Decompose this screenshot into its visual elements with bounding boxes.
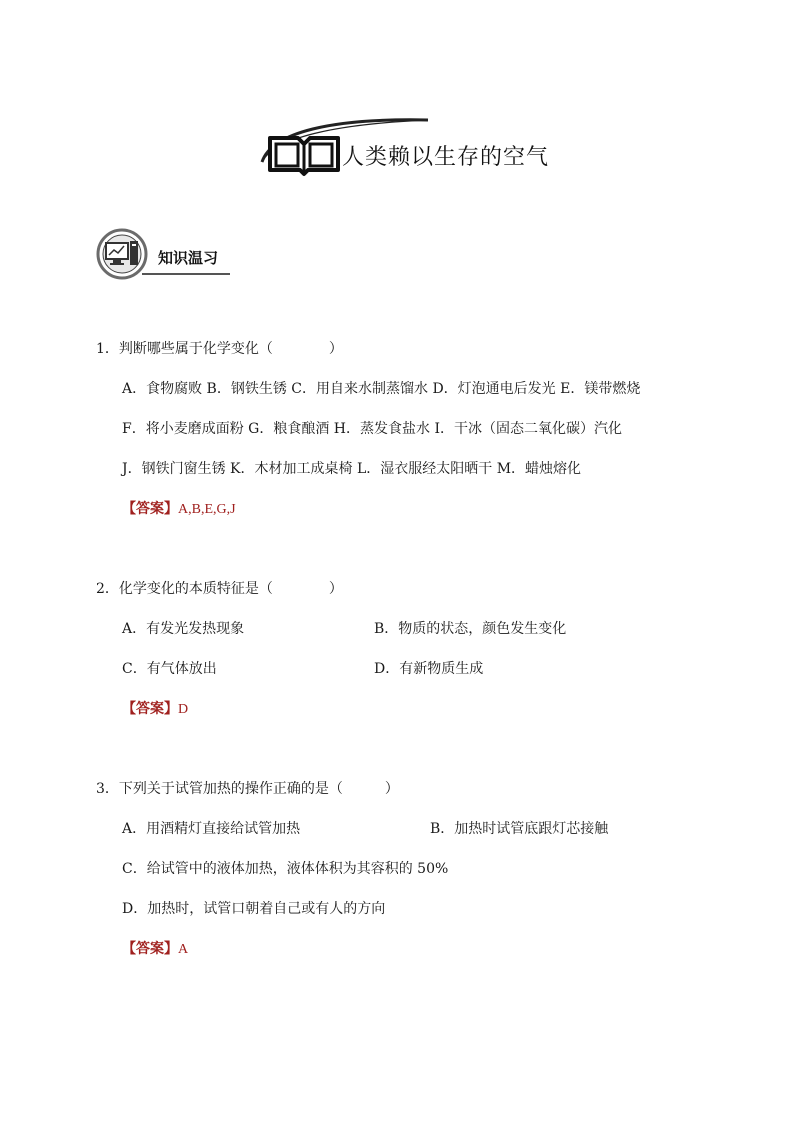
answer-value: A (178, 942, 189, 957)
answer-label: 【答案】 (122, 701, 178, 717)
option-a: A．有发光发热现象 (122, 621, 245, 637)
option-d: D．有新物质生成 (374, 661, 484, 677)
answer-value: D (178, 702, 189, 717)
answer (122, 938, 188, 958)
answer (122, 498, 236, 518)
option-b: B．加热时试管底跟灯芯接触 (430, 821, 609, 837)
answer-label: 【答案】 (122, 941, 178, 957)
answer-label: 【答案】 (122, 501, 178, 517)
answer-value: A,B,E,G,J (178, 502, 236, 517)
page-title: 人类赖以生存的空气 (342, 145, 550, 170)
question-stem: 2．化学变化的本质特征是（ ） (96, 581, 343, 597)
section-title: 知识温习 (158, 249, 219, 267)
answer (122, 698, 188, 718)
option-line: A．食物腐败 B．钢铁生锈 C．用自来水制蒸馏水 D．灯泡通电后发光 E．镁带燃烧 (122, 381, 641, 397)
option-a: A．用酒精灯直接给试管加热 (122, 821, 301, 837)
question-stem: 1．判断哪些属于化学变化（ ） (96, 341, 343, 357)
option-d: D．加热时，试管口朝着自己或有人的方向 (122, 901, 386, 917)
question-stem: 3．下列关于试管加热的操作正确的是（ ） (96, 781, 399, 797)
option-line: J．钢铁门窗生锈 K．木材加工成桌椅 L．湿衣服经太阳晒干 M．蜡烛熔化 (122, 461, 582, 477)
option-c: C．给试管中的液体加热，液体体积为其容积的 50% (122, 861, 449, 877)
option-b: B．物质的状态，颜色发生变化 (374, 621, 567, 637)
option-line: F．将小麦磨成面粉 G．粮食酿酒 H．蒸发食盐水 I．干冰（固态二氧化碳）汽化 (122, 421, 622, 437)
option-c: C．有气体放出 (122, 661, 217, 677)
